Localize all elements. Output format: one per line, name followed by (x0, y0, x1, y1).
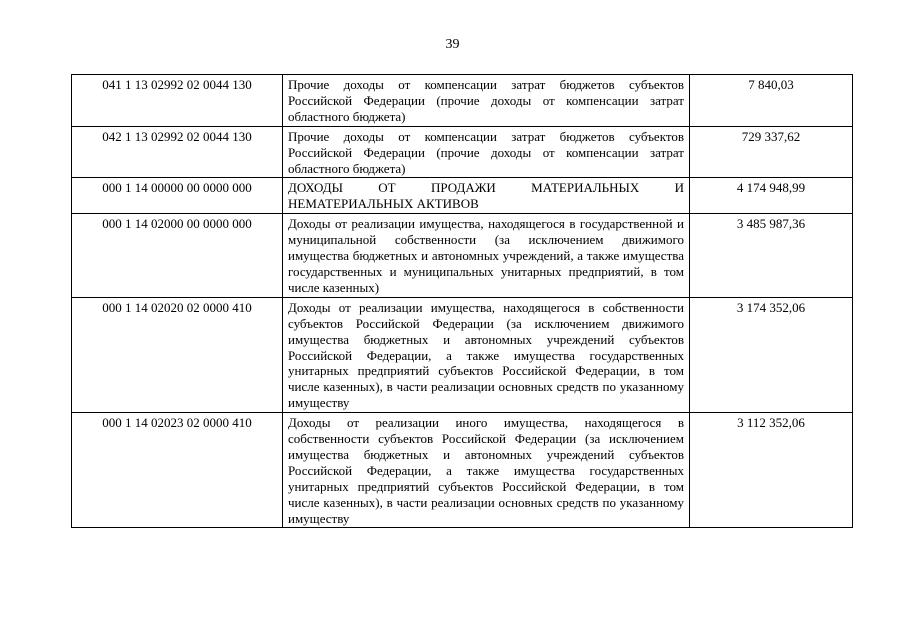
table-row (72, 75, 853, 127)
classification-code: 000 1 14 00000 00 0000 000 (72, 178, 283, 214)
revenue-name: Прочие доходы от компенсации затрат бюджетов субъектов Российской Федерации (прочие доходы от компенсации затрат областного бюджета) (283, 75, 690, 127)
amount: 3 112 352,06 (690, 413, 853, 528)
revenue-name: Доходы от реализации имущества, находящегося в государственной и муниципальной собственности (за исключением движимого имущества бюджетных и автономных учреждений, а также имущества государственных и муниципальных унитарных предприятий, в том числе казенных) (283, 214, 690, 298)
table-row (72, 126, 853, 178)
classification-code: 000 1 14 02020 02 0000 410 (72, 297, 283, 412)
classification-code: 041 1 13 02992 02 0044 130 (72, 75, 283, 127)
amount: 7 840,03 (690, 75, 853, 127)
revenue-name: Доходы от реализации имущества, находящегося в собственности субъектов Российской Федерации (за исключением движимого имущества бюджетных и автономных учреждений субъектов Российской Федерации, а также имущества государственных унитарных предприятий субъектов Российской Федерации, в том числе казенных), в части реализации основных средств по указанному имуществу (283, 297, 690, 412)
table-row (72, 214, 853, 298)
revenue-name: Прочие доходы от компенсации затрат бюджетов субъектов Российской Федерации (прочие доходы от компенсации затрат областного бюджета) (283, 126, 690, 178)
amount: 4 174 948,99 (690, 178, 853, 214)
revenue-name: ДОХОДЫ ОТ ПРОДАЖИ МАТЕРИАЛЬНЫХ И НЕМАТЕРИАЛЬНЫХ АКТИВОВ (283, 178, 690, 214)
table-row (72, 297, 853, 412)
amount: 3 485 987,36 (690, 214, 853, 298)
classification-code: 042 1 13 02992 02 0044 130 (72, 126, 283, 178)
revenue-name: Доходы от реализации иного имущества, находящегося в собственности субъектов Российской Федерации (за исключением имущества бюджетных и автономных учреждений субъектов Российской Федерации, а также имущества государственных унитарных предприятий субъектов Российской Федерации, в том числе казенных), в части реализации основных средств по указанному имуществу (283, 413, 690, 528)
table-row (72, 413, 853, 528)
classification-code: 000 1 14 02023 02 0000 410 (72, 413, 283, 528)
amount: 729 337,62 (690, 126, 853, 178)
page-number: 39 (445, 37, 460, 52)
table-row (72, 178, 853, 214)
classification-code: 000 1 14 02000 00 0000 000 (72, 214, 283, 298)
amount: 3 174 352,06 (690, 297, 853, 412)
revenue-table (71, 74, 853, 528)
